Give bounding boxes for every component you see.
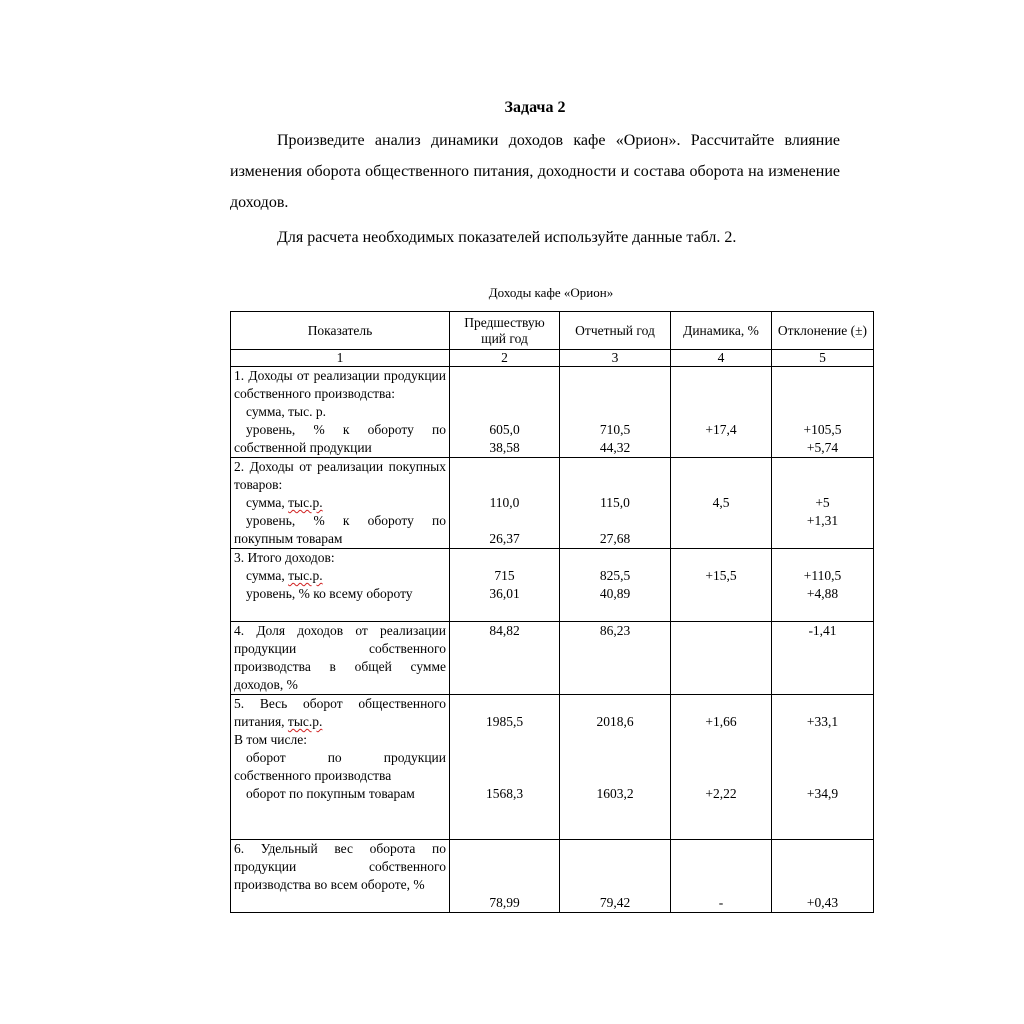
value-line <box>674 749 768 767</box>
value-line <box>453 695 556 713</box>
value-line: +4,88 <box>806 586 839 601</box>
value-line <box>775 458 870 476</box>
value-line: +1,31 <box>806 513 839 528</box>
value-line: 605,0 <box>489 422 520 437</box>
value-line: +5,74 <box>806 440 839 455</box>
value-line <box>453 840 556 858</box>
indicator-line: оборот по продукции собственного производства <box>234 750 446 783</box>
value-line <box>674 385 768 403</box>
value-line: +15,5 <box>705 568 737 583</box>
value-line: - <box>718 895 724 910</box>
value-line <box>563 731 667 749</box>
value-line <box>453 749 556 767</box>
value-line <box>674 439 768 457</box>
indicator-line <box>234 603 446 621</box>
value-line <box>775 476 870 494</box>
indicator-line: В том числе: <box>234 732 307 747</box>
deviation-cell <box>772 622 874 695</box>
value-line: +2,22 <box>705 786 737 801</box>
column-number-row <box>231 350 874 367</box>
value-line <box>563 512 667 530</box>
deviation-cell <box>772 458 874 549</box>
indicator-cell <box>231 622 450 695</box>
indicator-line: оборот по покупным товарам <box>246 786 415 801</box>
indicator-line: сумма, тыс.р. <box>246 495 323 510</box>
value-line <box>453 458 556 476</box>
table-row <box>231 695 874 840</box>
value-line <box>563 367 667 385</box>
indicator-cell <box>231 458 450 549</box>
indicator-cell <box>231 367 450 458</box>
value-line <box>674 530 768 548</box>
value-line <box>453 367 556 385</box>
header-indicator: Показатель <box>231 312 450 350</box>
value-line <box>775 876 870 894</box>
indicator-cell <box>231 695 450 840</box>
task-paragraph-1: Произведите анализ динамики доходов кафе «Орион». Рассчитайте влияние изменения оборота общественного питания, доходности и состава оборота на изменение доходов. <box>230 132 840 211</box>
value-line <box>775 549 870 567</box>
indicator-line <box>234 821 446 839</box>
column-number: 2 <box>450 350 560 367</box>
value-line <box>453 512 556 530</box>
dynamics-cell <box>671 549 772 622</box>
table-header-row <box>231 312 874 350</box>
dynamics-cell <box>671 840 772 913</box>
previous-year-cell <box>450 458 560 549</box>
previous-year-cell <box>450 367 560 458</box>
value-line <box>674 512 768 530</box>
value-line <box>563 767 667 785</box>
value-line: +17,4 <box>705 422 737 437</box>
dynamics-cell <box>671 695 772 840</box>
value-line: 1568,3 <box>485 786 524 801</box>
value-line: 78,99 <box>489 895 520 910</box>
indicator-line: 1. Доходы от реализации продукции собственного производства: <box>234 368 446 401</box>
value-line: 825,5 <box>599 568 631 583</box>
value-line: 26,37 <box>489 531 520 546</box>
value-line: +5 <box>815 495 830 510</box>
value-line <box>775 385 870 403</box>
value-line: 86,23 <box>599 623 631 638</box>
value-line: +0,43 <box>806 895 839 910</box>
value-line: +110,5 <box>803 568 842 583</box>
report-year-cell <box>560 458 671 549</box>
value-line <box>563 840 667 858</box>
indicator-line: сумма, тыс. р. <box>246 404 326 419</box>
value-line: +33,1 <box>806 714 839 729</box>
value-line <box>563 549 667 567</box>
header-deviation: Отклонение (±) <box>772 312 874 350</box>
value-line <box>674 622 768 640</box>
value-line <box>453 476 556 494</box>
value-line <box>674 695 768 713</box>
value-line <box>453 385 556 403</box>
table-row <box>231 367 874 458</box>
report-year-cell <box>560 549 671 622</box>
value-line <box>563 403 667 421</box>
dynamics-cell <box>671 458 772 549</box>
spellcheck-underline: тыс.р. <box>288 568 323 583</box>
report-year-cell <box>560 622 671 695</box>
column-number: 1 <box>231 350 450 367</box>
value-line <box>563 476 667 494</box>
value-line: 79,42 <box>599 895 631 910</box>
value-line: 27,68 <box>599 531 631 546</box>
value-line <box>674 367 768 385</box>
indicator-line: 3. Итого доходов: <box>234 550 335 565</box>
indicator-line: 5. Весь оборот общественного питания, тыс.р. <box>234 696 446 729</box>
value-line <box>674 767 768 785</box>
table-row <box>231 622 874 695</box>
report-year-cell <box>560 695 671 840</box>
value-line: 38,58 <box>489 440 520 455</box>
income-table <box>230 311 874 913</box>
task-title: Задача 2 <box>504 99 566 116</box>
dynamics-cell <box>671 367 772 458</box>
value-line: 110,0 <box>489 495 520 510</box>
column-number: 3 <box>560 350 671 367</box>
value-line <box>674 458 768 476</box>
value-line: 40,89 <box>599 586 631 601</box>
deviation-cell <box>772 695 874 840</box>
value-line <box>563 458 667 476</box>
value-line: 1603,2 <box>596 786 634 801</box>
value-line: +105,5 <box>803 422 842 437</box>
value-line: +34,9 <box>806 786 839 801</box>
value-line <box>453 876 556 894</box>
value-line: 84,82 <box>489 623 520 638</box>
value-line <box>674 403 768 421</box>
value-line <box>563 876 667 894</box>
value-line <box>453 767 556 785</box>
value-line: 4,5 <box>712 495 730 510</box>
value-line <box>775 403 870 421</box>
value-line: +1,66 <box>705 714 737 729</box>
column-number: 4 <box>671 350 772 367</box>
value-line <box>453 731 556 749</box>
value-line: 1985,5 <box>485 714 524 729</box>
previous-year-cell <box>450 695 560 840</box>
header-report-year: Отчетный год <box>560 312 671 350</box>
value-line <box>674 549 768 567</box>
previous-year-cell <box>450 549 560 622</box>
value-line <box>453 549 556 567</box>
value-line: 44,32 <box>599 440 631 455</box>
value-line <box>453 858 556 876</box>
table-row <box>231 840 874 913</box>
indicator-line: 2. Доходы от реализации покупных товаров: <box>234 459 446 492</box>
header-previous-year: Предшествую щий год <box>450 312 560 350</box>
spellcheck-underline: тыс.р. <box>287 714 323 729</box>
value-line <box>775 767 870 785</box>
table-row <box>231 458 874 549</box>
indicator-cell <box>231 840 450 913</box>
value-line <box>563 858 667 876</box>
value-line <box>775 530 870 548</box>
dynamics-cell <box>671 622 772 695</box>
header-dynamics: Динамика, % <box>671 312 772 350</box>
deviation-cell <box>772 549 874 622</box>
value-line <box>775 749 870 767</box>
indicator-cell <box>231 549 450 622</box>
value-line <box>775 858 870 876</box>
indicator-line: уровень, % к обороту по собственной продукции <box>234 422 446 455</box>
value-line: -1,41 <box>808 623 837 638</box>
previous-year-cell <box>450 840 560 913</box>
value-line <box>674 858 768 876</box>
value-line <box>674 876 768 894</box>
spellcheck-underline: тыс.р. <box>288 495 323 510</box>
value-line <box>563 695 667 713</box>
value-line: 115,0 <box>600 495 630 510</box>
table-body <box>231 367 874 913</box>
value-line <box>563 749 667 767</box>
value-line <box>453 403 556 421</box>
value-line <box>674 476 768 494</box>
value-line: 710,5 <box>599 422 631 437</box>
value-line <box>563 385 667 403</box>
value-line: 2018,6 <box>596 714 634 729</box>
table-row <box>231 549 874 622</box>
indicator-line <box>234 803 446 821</box>
report-year-cell <box>560 840 671 913</box>
indicator-line: 6. Удельный вес оборота по продукции собственного производства во всем обороте, % <box>234 841 446 892</box>
task-paragraph-2: Для расчета необходимых показателей используйте данные табл. 2. <box>277 229 737 246</box>
value-line: 715 <box>494 568 515 583</box>
value-line: 36,01 <box>489 586 520 601</box>
value-line <box>775 695 870 713</box>
indicator-line: сумма, тыс.р. <box>246 568 323 583</box>
value-line <box>674 585 768 603</box>
value-line <box>674 840 768 858</box>
report-year-cell <box>560 367 671 458</box>
value-line <box>775 367 870 385</box>
indicator-line: уровень, % ко всему обороту <box>246 586 413 601</box>
value-line <box>674 731 768 749</box>
value-line <box>775 731 870 749</box>
previous-year-cell <box>450 622 560 695</box>
indicator-line: уровень, % к обороту по покупным товарам <box>234 513 446 546</box>
value-line <box>775 840 870 858</box>
indicator-line: 4. Доля доходов от реализации продукции собственного производства в общей сумме доходов, % <box>234 623 446 692</box>
deviation-cell <box>772 840 874 913</box>
column-number: 5 <box>772 350 874 367</box>
deviation-cell <box>772 367 874 458</box>
table-caption: Доходы кафе «Орион» <box>488 285 614 300</box>
